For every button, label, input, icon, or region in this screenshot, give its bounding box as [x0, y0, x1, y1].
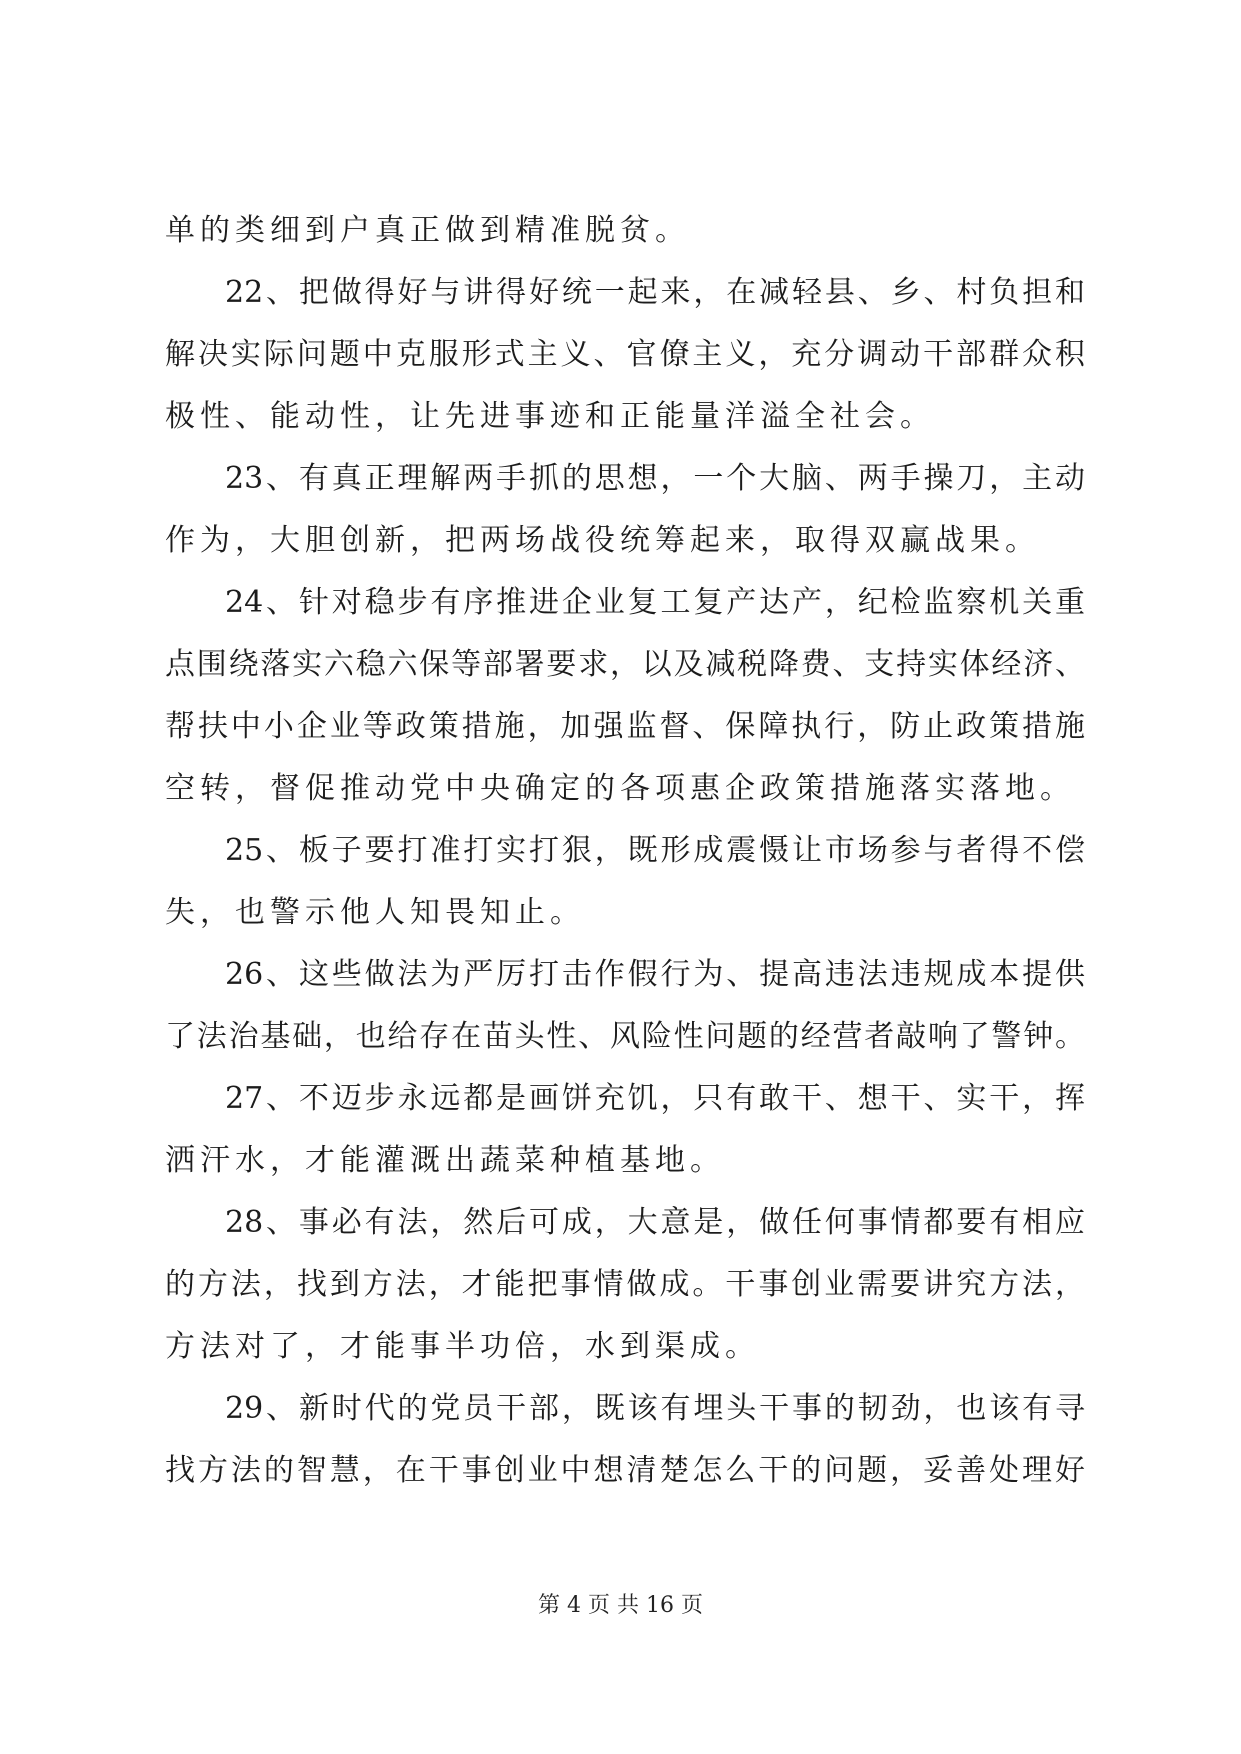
text-line: 失，也警示他人知畏知止。: [165, 895, 585, 930]
text-line: 28、事必有法，然后可成，大意是，做任何事情都要有相应: [225, 1205, 1085, 1240]
text-line: 空转，督促推动党中央确定的各项惠企政策措施落实落地。: [165, 771, 1075, 806]
text-line: 单的类细到户真正做到精准脱贫。: [165, 213, 690, 248]
text-line: 洒汗水，才能灌溉出蔬菜种植基地。: [165, 1143, 725, 1178]
text-line: 29、新时代的党员干部，既该有埋头干事的韧劲，也该有寻: [225, 1391, 1085, 1426]
text-line: 方法对了，才能事半功倍，水到渠成。: [165, 1329, 760, 1364]
text-line: 解决实际问题中克服形式主义、官僚主义，充分调动干部群众积: [165, 337, 1085, 372]
page-number-footer: 第 4 页 共 16 页: [538, 1593, 703, 1618]
text-line: 23、有真正理解两手抓的思想，一个大脑、两手操刀，主动: [225, 461, 1085, 496]
text-line: 24、针对稳步有序推进企业复工复产达产，纪检监察机关重: [225, 585, 1085, 620]
text-line: 点围绕落实六稳六保等部署要求，以及减税降费、支持实体经济、: [165, 647, 1085, 682]
text-line: 27、不迈步永远都是画饼充饥，只有敢干、想干、实干，挥: [225, 1081, 1085, 1116]
text-line: 26、这些做法为严厉打击作假行为、提高违法违规成本提供: [225, 957, 1085, 992]
text-line: 作为，大胆创新，把两场战役统筹起来，取得双赢战果。: [165, 523, 1040, 558]
text-line: 找方法的智慧，在干事创业中想清楚怎么干的问题，妥善处理好: [165, 1453, 1085, 1488]
text-line: 的方法，找到方法，才能把事情做成。干事创业需要讲究方法，: [165, 1267, 1085, 1302]
text-line: 帮扶中小企业等政策措施，加强监督、保障执行，防止政策措施: [165, 709, 1085, 744]
text-line: 了法治基础，也给存在苗头性、风险性问题的经营者敲响了警钟。: [165, 1019, 1085, 1054]
text-line: 极性、能动性，让先进事迹和正能量洋溢全社会。: [165, 399, 935, 434]
text-line: 22、把做得好与讲得好统一起来，在减轻县、乡、村负担和: [225, 275, 1085, 310]
document-body: [165, 200, 1085, 1502]
text-line: 25、板子要打准打实打狠，既形成震慑让市场参与者得不偿: [225, 833, 1085, 868]
